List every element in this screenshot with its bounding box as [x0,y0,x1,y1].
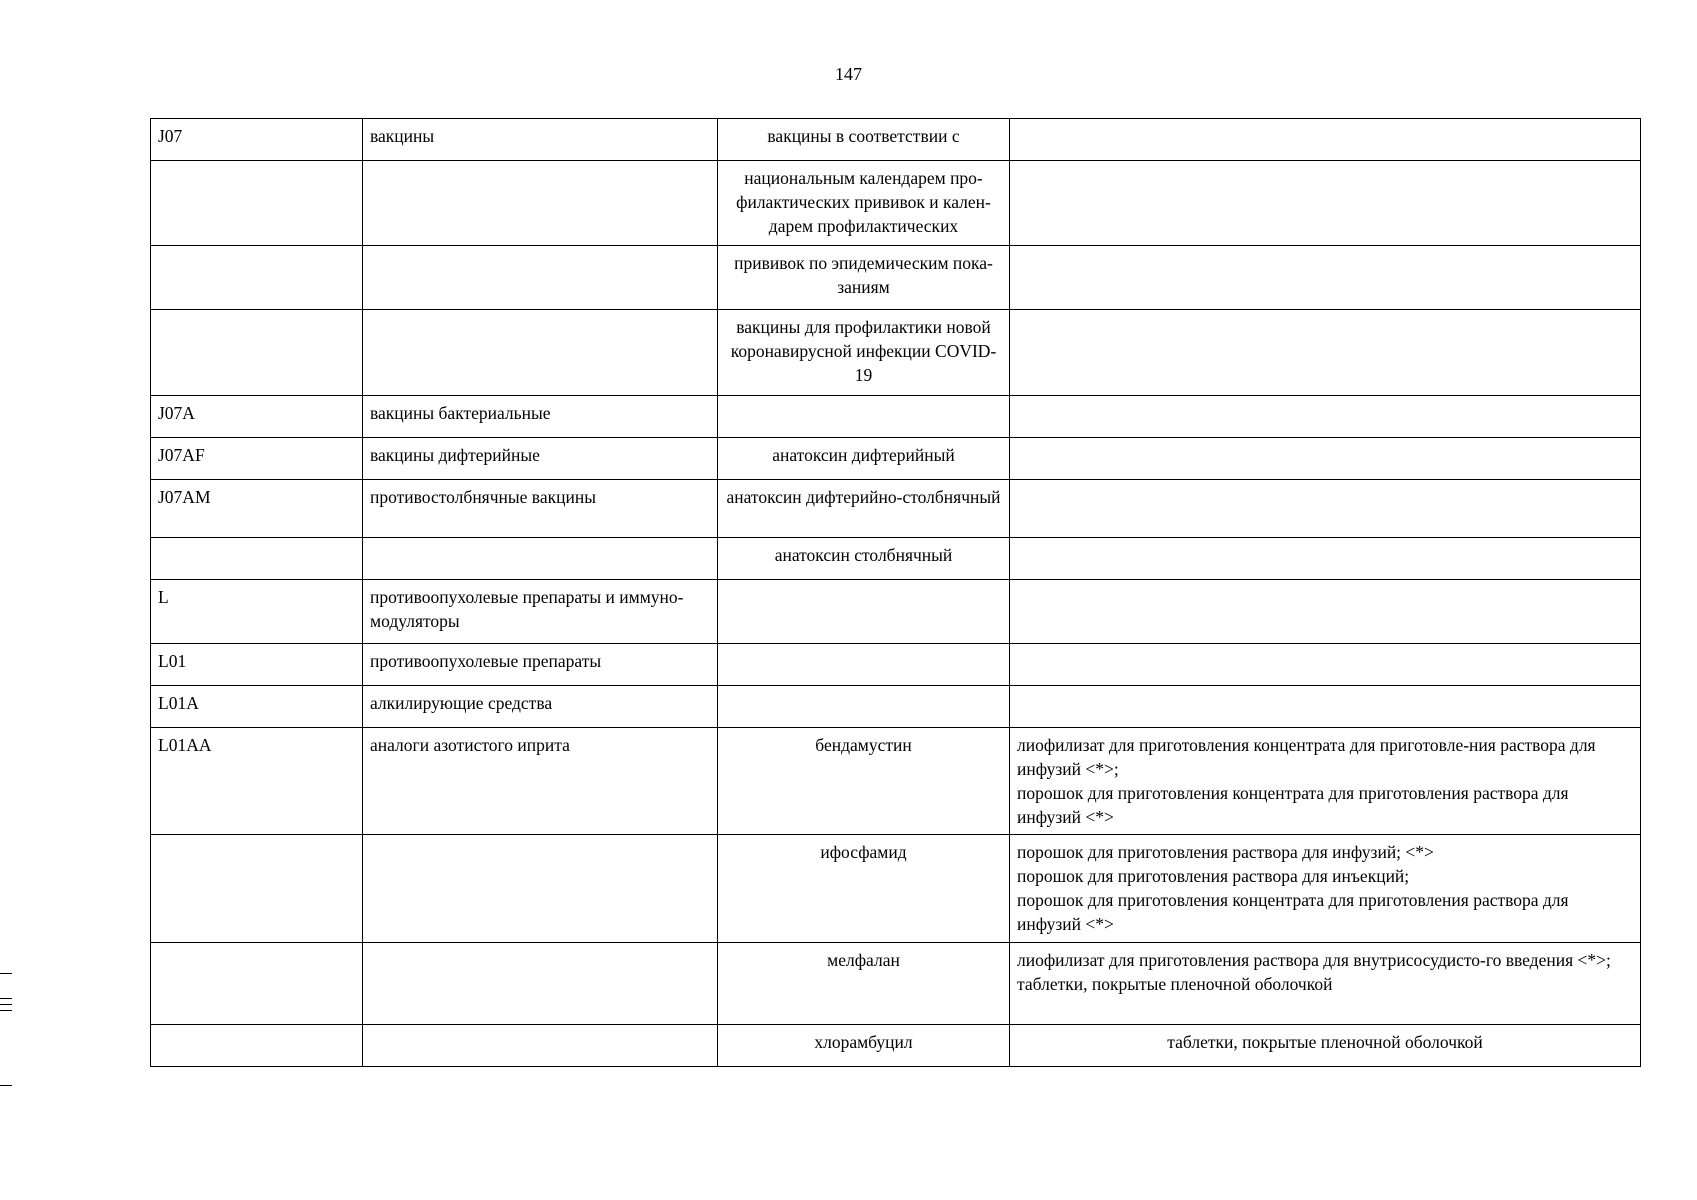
table-row [151,728,1641,835]
atc-code-cell: L01 [151,644,363,686]
atc-code-cell: L01A [151,686,363,728]
margin-mark [0,1085,12,1086]
anatomical-group-cell: вакцины бактериальные [363,396,718,438]
margin-mark [0,998,12,999]
drug-name-cell: анатоксин дифтерийный [718,438,1010,480]
dosage-forms-cell [1010,310,1641,396]
anatomical-group-cell: противоопухолевые препараты и иммуно-модуляторы [363,580,718,644]
table-row [151,119,1641,161]
atc-code-cell [151,161,363,246]
atc-code-cell: J07A [151,396,363,438]
dosage-form-line: таблетки, покрытые пленочной оболочкой [1017,974,1333,994]
drug-name-cell [718,686,1010,728]
atc-code-cell: J07AF [151,438,363,480]
drug-name-cell: вакцины в соответствии с [718,119,1010,161]
anatomical-group-cell: противостолбнячные вакцины [363,480,718,538]
atc-code-cell [151,1025,363,1067]
drug-name-cell: ифосфамид [718,835,1010,943]
anatomical-group-cell [363,835,718,943]
anatomical-group-cell [363,943,718,1025]
table-row [151,480,1641,538]
dosage-form-line: лиофилизат для приготовления концентрата для приготовле-ния раствора для инфузий <*>; [1017,735,1596,779]
dosage-forms-cell [1010,580,1641,644]
page-number: 147 [835,64,862,84]
drug-name-cell: мелфалан [718,943,1010,1025]
dosage-forms-cell [1010,538,1641,580]
drug-name-cell: анатоксин дифтерийно-столбнячный [718,480,1010,538]
drug-table [150,118,1641,1067]
table-row [151,310,1641,396]
margin-mark [0,1010,12,1011]
margin-mark [0,1004,12,1005]
dosage-forms-cell [1010,246,1641,310]
drug-name-cell: вакцины для профилактики новой коронавирусной инфекции COVID-19 [718,310,1010,396]
margin-mark [0,973,12,974]
atc-code-cell: L [151,580,363,644]
dosage-form-line: порошок для приготовления концентрата для приготовления раствора для инфузий <*> [1017,783,1569,827]
drug-name-cell: национальным календарем про-филактических прививок и кален-дарем профилактических [718,161,1010,246]
dosage-forms-cell [1010,480,1641,538]
atc-code-cell [151,943,363,1025]
dosage-forms-cell [1010,943,1641,1025]
table-row [151,396,1641,438]
drug-name-cell: прививок по эпидемическим пока-заниям [718,246,1010,310]
atc-code-cell: J07AM [151,480,363,538]
anatomical-group-cell [363,161,718,246]
anatomical-group-cell: вакцины дифтерийные [363,438,718,480]
atc-code-cell [151,246,363,310]
drug-name-cell: анатоксин столбнячный [718,538,1010,580]
drug-name-cell: хлорамбуцил [718,1025,1010,1067]
table-row [151,644,1641,686]
dosage-form-line: порошок для приготовления концентрата для приготовления раствора для инфузий <*> [1017,890,1569,934]
drug-name-cell [718,580,1010,644]
dosage-forms-cell [1010,161,1641,246]
anatomical-group-cell: алкилирующие средства [363,686,718,728]
table-row [151,835,1641,943]
table-row [151,161,1641,246]
anatomical-group-cell: аналоги азотистого иприта [363,728,718,835]
anatomical-group-cell [363,246,718,310]
anatomical-group-cell: вакцины [363,119,718,161]
table-row [151,943,1641,1025]
table-row [151,580,1641,644]
table-row [151,438,1641,480]
dosage-forms-cell [1010,644,1641,686]
drug-name-cell [718,644,1010,686]
dosage-form-line: таблетки, покрытые пленочной оболочкой [1167,1032,1483,1052]
dosage-form-line: порошок для приготовления раствора для инфузий; <*> [1017,842,1434,862]
dosage-forms-cell [1010,396,1641,438]
dosage-forms-cell [1010,728,1641,835]
dosage-form-line: порошок для приготовления раствора для инъекций; [1017,866,1410,886]
dosage-form-line: лиофилизат для приготовления раствора для внутрисосудисто-го введения <*>; [1017,950,1611,970]
table-body [151,119,1641,1067]
dosage-forms-cell [1010,119,1641,161]
atc-code-cell: L01AA [151,728,363,835]
drug-name-cell: бендамустин [718,728,1010,835]
drug-name-cell [718,396,1010,438]
table-row [151,538,1641,580]
anatomical-group-cell [363,1025,718,1067]
table-row [151,686,1641,728]
atc-code-cell [151,835,363,943]
anatomical-group-cell [363,310,718,396]
dosage-forms-cell [1010,1025,1641,1067]
dosage-forms-cell [1010,686,1641,728]
anatomical-group-cell [363,538,718,580]
anatomical-group-cell: противоопухолевые препараты [363,644,718,686]
table-row [151,246,1641,310]
table-row [151,1025,1641,1067]
atc-code-cell [151,310,363,396]
dosage-forms-cell [1010,438,1641,480]
dosage-forms-cell [1010,835,1641,943]
atc-code-cell: J07 [151,119,363,161]
atc-code-cell [151,538,363,580]
